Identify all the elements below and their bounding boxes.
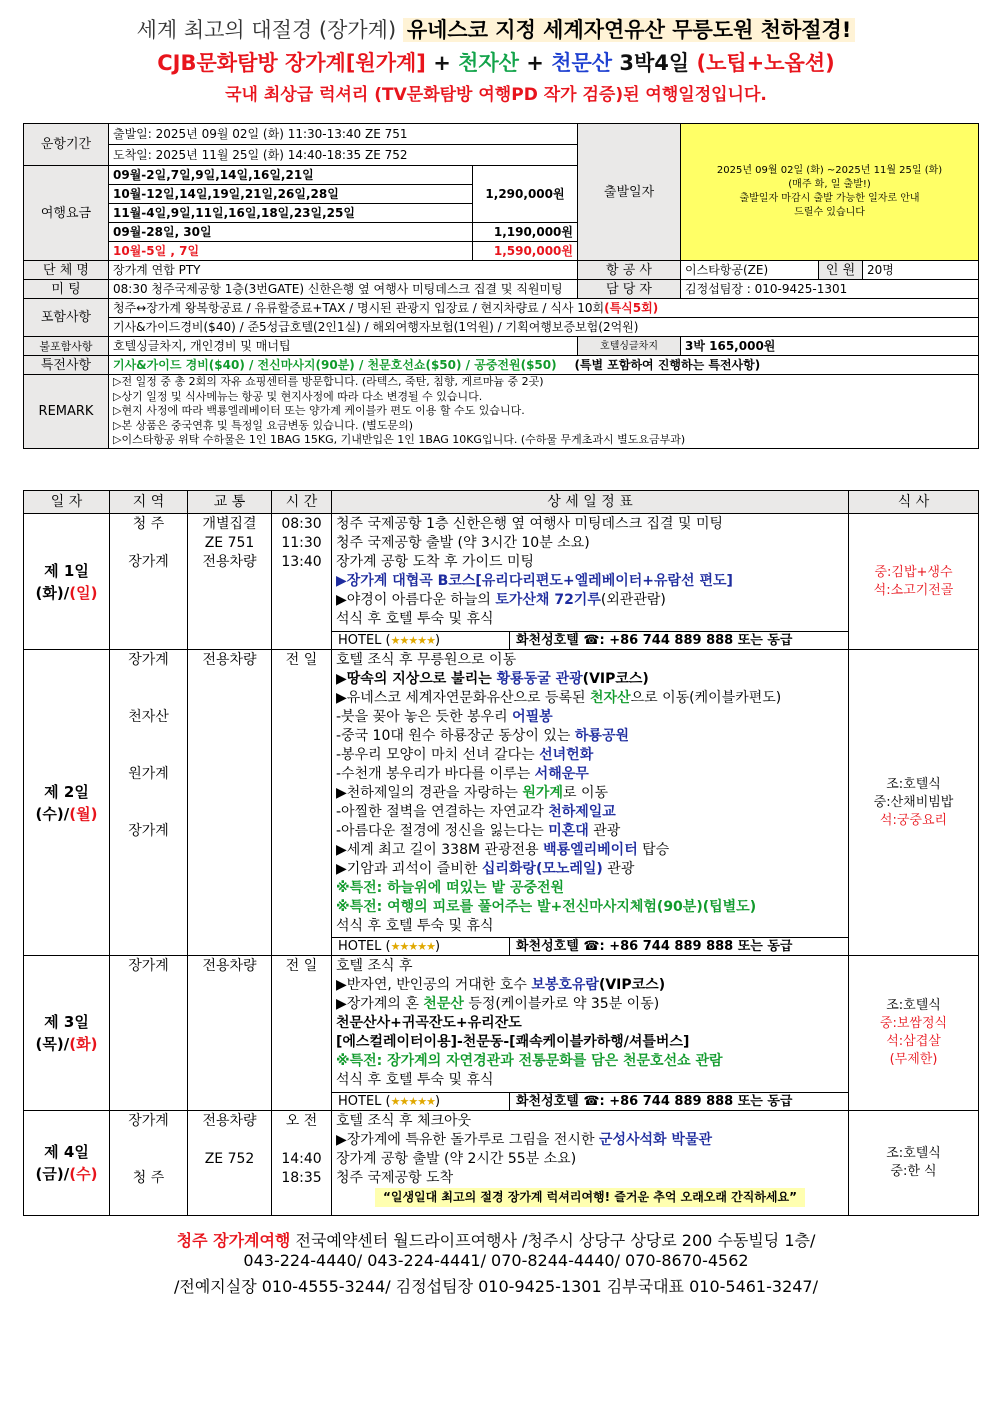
transport-item: 전용차량: [202, 1113, 257, 1129]
detail-text: (VIP코스): [598, 977, 666, 993]
detail-text: -아찔한 절벽을 연결하는 자연교각: [336, 804, 549, 820]
special-value: 기사&가이드 경비($40) / 전신마사지(90분) / 천문호선쇼($50) / 공중전원($50): [113, 357, 557, 372]
day-3-cell: [24, 956, 110, 1111]
detail-special: ※특전: 하늘위에 떠있는 밭 공중전원: [336, 880, 565, 896]
header-subtitle: 세계 최고의 대절경 (장가계): [136, 18, 397, 42]
col-header-transport: 교 통: [188, 491, 272, 514]
hotel-name: 화천성호텔 ☎: +86 744 889 888 또는 동급: [510, 938, 849, 956]
day-3-detail: [332, 956, 849, 1093]
detail-text: 관광: [602, 861, 635, 877]
day-3-transport: 전용차량: [188, 956, 272, 1111]
day-3-meal: [849, 956, 979, 1111]
title-part-cheonjasan: 천자산: [458, 51, 519, 75]
fee-dates-1: 09월-2일,7일,9일,14일,16일,21일: [109, 166, 473, 185]
day-2-time: 전 일: [272, 650, 332, 956]
meal-item: 조:호텔식: [886, 1146, 941, 1161]
region-spacer: [114, 534, 183, 553]
detail-text: 탑승: [637, 842, 670, 858]
meal-item: (무제한): [889, 1052, 938, 1067]
fee-label: 여행요금: [24, 166, 109, 261]
day-2-cell: [24, 650, 110, 956]
hotel-name: 화천성호텔 ☎: +86 744 889 888 또는 동급: [510, 632, 849, 650]
day-1-detail: [332, 514, 849, 632]
hotel-star-rating: ★★★★★: [390, 1095, 435, 1108]
detail-text: 로 이동: [562, 785, 609, 801]
detail-place: 미혼대: [548, 823, 589, 839]
title-part-cheonmunsan: 천문산: [551, 51, 613, 75]
detail-text: -중국 10대 원수 하룡장군 동상이 있는: [336, 728, 575, 744]
day-weekday-alt: (일): [69, 583, 98, 602]
region-item: 청 주: [132, 516, 165, 532]
day-weekday-alt: (월): [69, 804, 98, 823]
time-item: 오 전: [285, 1113, 318, 1129]
day-label: 제 4일: [44, 1143, 89, 1161]
meal-item: 중:김밥+생수: [874, 564, 953, 580]
detail-place: 보봉호유람: [531, 977, 599, 993]
transport-item: ZE 751: [204, 535, 255, 551]
special-label: 특전사항: [24, 356, 109, 375]
meal-item: 석:소고기전골: [873, 582, 954, 598]
region-item: 장가계: [128, 652, 169, 668]
day-2-detail: [332, 650, 849, 938]
special-note: (특별 포함하여 진행하는 특전사항): [574, 357, 761, 372]
day-1-transport: [188, 514, 272, 650]
detail-place: 서해운무: [534, 766, 589, 782]
footer-contacts: /전예지실장 010-4555-3244/ 김정섭팀장 010-9425-1301 김부국대표 010-5461-3247/: [173, 1277, 818, 1296]
region-item: 장가계: [128, 554, 169, 570]
detail-text: ▶세계 최고 길이 338M 관광전용: [336, 842, 544, 858]
detail-text: ▶천하제일의 경관을 자랑하는: [336, 785, 523, 801]
closing-quote: “일생일대 최고의 절경 장가계 럭셔리여행! 즐거운 추억 오래오래 간직하세요”: [375, 1188, 805, 1207]
detail-place: 하룡공원: [574, 728, 630, 744]
depart-weekdays: (매주 화, 일 출발!): [788, 179, 871, 190]
detail-line: 장가계 공항 도착 후 가이드 미팅: [336, 554, 535, 570]
hotel-label-cell: HOTEL (★★★★★): [332, 632, 510, 650]
title-part-cjb: CJB문화탐방 장가계[원가계]: [157, 51, 426, 75]
col-header-region: 지 역: [110, 491, 188, 514]
hotel-label: HOTEL: [338, 939, 382, 954]
title-plus-2: +: [526, 51, 544, 75]
detail-place: 천자산: [590, 690, 631, 706]
day-weekday: (화)/: [35, 583, 70, 602]
detail-place: 어필봉: [512, 709, 553, 725]
footer-brand: 청주 장가계여행: [176, 1231, 291, 1250]
time-item: 14:40: [281, 1151, 322, 1167]
detail-line-highlight: ▶장가계 대협곡 B코스[유리다리편도+엘레베이터+유람선 편도]: [336, 573, 733, 589]
day-1-region: [110, 514, 188, 650]
detail-line: 호텔 조식 후 무릉원으로 이동: [336, 652, 517, 668]
hotel-star-rating: ★★★★★: [390, 634, 435, 647]
time-item: 08:30: [281, 516, 322, 532]
detail-text: -붓을 꽂아 놓은 듯한 봉우리: [336, 709, 513, 725]
transport-item: ZE 752: [204, 1151, 255, 1167]
day-3-row: [24, 956, 979, 1093]
depart-closing-note-2: 드릴수 있습니다: [794, 207, 865, 218]
detail-text: -수천개 봉우리가 바다를 이루는: [336, 766, 535, 782]
transport-item: 개별집결: [202, 516, 257, 532]
airline-label: 항 공 사: [578, 261, 681, 280]
day-weekday-alt: (수): [69, 1165, 98, 1183]
day-4-cell: [24, 1111, 110, 1216]
fee-price-3: 1,590,000원: [473, 242, 578, 261]
day-2-row: [24, 650, 979, 938]
region-item: 천자산: [128, 709, 169, 725]
manager-label: 담 당 자: [578, 280, 681, 299]
excluded-label: 불포함사항: [24, 337, 109, 356]
day-2-transport: 전용차량: [188, 650, 272, 956]
special-row: [109, 356, 979, 375]
footer-address: 전국예약센터 월드라이프여행사 /청주시 상당구 상당로 200 수동빌딩 1층/: [295, 1231, 816, 1250]
detail-line: 청주 국제공항 출발 (약 3시간 10분 소요): [336, 535, 590, 551]
region-item: 청 주: [132, 1170, 165, 1186]
detail-text: ▶반자연, 반인공의 거대한 호수: [336, 977, 532, 993]
day-4-detail: [332, 1111, 849, 1216]
detail-text: (외관관람): [600, 592, 666, 608]
day-label: 제 1일: [44, 561, 89, 580]
day-label: 제 2일: [44, 782, 89, 801]
detail-text: ▶땅속의 지상으로 불리는: [336, 671, 497, 687]
remark-list: [109, 375, 979, 449]
remark-label: REMARK: [24, 375, 109, 449]
col-header-day: 일 자: [24, 491, 110, 514]
detail-line: 석식 후 호텔 투숙 및 휴식: [336, 611, 494, 627]
day-1-time: [272, 514, 332, 650]
col-header-time: 시 간: [272, 491, 332, 514]
detail-place: 천하제일교: [548, 804, 616, 820]
detail-place: 황룡동굴 관광: [496, 671, 583, 687]
meeting-value: 08:30 청주국제공항 1층(3번GATE) 신한은행 옆 여행사 미팅데스크 집결 및 직원미팅: [109, 280, 578, 299]
col-header-detail: 상 세 일 정 표: [332, 491, 849, 514]
meal-item: 석:궁중요리: [879, 812, 948, 828]
meal-item: 조:호텔식: [886, 998, 941, 1013]
schedule-table: [23, 490, 979, 1216]
day-weekday: (금)/: [35, 1165, 70, 1183]
day-2-meal: [849, 650, 979, 956]
hotel-label: HOTEL: [338, 1094, 382, 1109]
flight-label: 운항기간: [24, 124, 109, 166]
region-item: 원가계: [128, 766, 169, 782]
detail-place: 십리화랑(모노레일): [481, 861, 603, 877]
included-line-2: 기사&가이드경비($40) / 준5성급호텔(2인1실) / 해외여행자보험(1억원) / 기획여행보증보험(2억원): [109, 318, 979, 337]
title-part-notip: (노팁+노옵션): [696, 51, 835, 75]
transport-item: 전용차량: [202, 554, 257, 570]
fee-dates-5: 10월-5일 , 7일: [109, 242, 473, 261]
airline-value: 이스타항공(ZE): [681, 261, 819, 280]
detail-line: 호텔 조식 후 체크아웃: [336, 1113, 472, 1129]
meal-item: 조:호텔식: [886, 776, 941, 792]
time-item: 13:40: [281, 554, 322, 570]
detail-text: ▶장가계에 특유한 돌가루로 그림을 전시한: [336, 1132, 599, 1148]
meal-item: 중:산채비빔밥: [873, 794, 954, 810]
detail-text: ▶장가계의 혼: [336, 996, 424, 1012]
title-plus-1: +: [433, 51, 451, 75]
fee-price-1: 1,290,000원: [473, 166, 578, 223]
header-tagline: 국내 최상급 럭셔리 (TV문화탐방 여행PD 작가 검증)된 여행일정입니다.: [225, 85, 767, 105]
region-item: 장가계: [128, 1113, 169, 1129]
detail-text: 등정(케이블카로 약 35분 이동): [463, 996, 660, 1012]
detail-place: 군성사석화 박물관: [598, 1132, 713, 1148]
detail-line: 호텔 조식 후: [336, 958, 413, 974]
detail-text: (VIP코스): [582, 671, 649, 687]
day-1-cell: [24, 514, 110, 650]
detail-text: 으로 이동(케이블카편도): [630, 690, 782, 706]
detail-place: 토가산채 72기루: [495, 592, 601, 608]
detail-text: ▶야경이 아름다운 하늘의: [336, 592, 496, 608]
header-line-1: [0, 14, 992, 44]
remark-item: ▷전 일정 중 총 2회의 자유 쇼핑센터를 방문합니다. (라텍스, 죽탄, 침향, 게르마늄 중 2곳): [113, 375, 544, 388]
day-label: 제 3일: [44, 1013, 89, 1031]
detail-place: 원가계: [522, 785, 563, 801]
day-weekday: (목)/: [35, 1035, 70, 1053]
depart-dates-label: 출발일자: [578, 124, 681, 261]
day-4-time: [272, 1111, 332, 1216]
included-line-1: [109, 299, 979, 318]
fee-dates-4: 09월-28일, 30일: [109, 223, 473, 242]
people-label: 인 원: [819, 261, 863, 280]
detail-place: 천문산: [423, 996, 464, 1012]
detail-text: -봉우리 모양이 마치 선녀 갈다는: [336, 747, 540, 763]
col-header-meal: 식 사: [849, 491, 979, 514]
day-4-row: [24, 1111, 979, 1216]
remark-item: ▷현지 사정에 따라 백룡엘레베이터 또는 양가계 케이블카 편도 이용 할 수도 있습니다.: [113, 404, 525, 417]
arrive-info: 도착일: 2025년 11월 25일 (화) 14:40-18:35 ZE 752: [109, 145, 578, 166]
manager-value: 김정섭팀장 : 010-9425-1301: [681, 280, 979, 299]
detail-text: ▶유네스코 세계자연문화유산으로 등록된: [336, 690, 591, 706]
group-name: 장가계 연합 PTY: [109, 261, 578, 280]
detail-special: ※특전: 여행의 피로를 풀어주는 발+전신마사지체험(90분)(팁별도): [336, 899, 757, 915]
header-highlight: 유네스코 지정 세계자연유산 무릉도원 천하절경!: [403, 18, 856, 42]
detail-line-bold: [에스컬레이터이용]-천문동-[쾌속케이블카하행/셔틀버스]: [336, 1034, 690, 1050]
fee-price-2: 1,190,000원: [473, 223, 578, 242]
day-4-meal: [849, 1111, 979, 1216]
remark-item: ▷본 상품은 중국연휴 및 특정일 요금변동 있습니다. (별도문의): [113, 418, 414, 432]
hotel-name: 화천성호텔 ☎: +86 744 889 888 또는 동급: [510, 1093, 849, 1111]
depart-info: 출발일: 2025년 09월 02일 (화) 11:30-13:40 ZE 751: [109, 124, 578, 145]
hotel-label-cell: HOTEL (★★★★★): [332, 1093, 510, 1111]
detail-line-bold: 천문산사+귀곡잔도+유리잔도: [336, 1015, 522, 1031]
meal-item: 중:보쌈정식: [879, 1016, 948, 1031]
meal-item: 중:한 식: [890, 1164, 937, 1179]
day-4-region: [110, 1111, 188, 1216]
time-item: 18:35: [281, 1170, 322, 1186]
day-3-region: 장가계: [110, 956, 188, 1111]
info-table: [23, 123, 979, 449]
detail-special: ※특전: 장가계의 자연경관과 전통문화를 담은 천문호선쇼 관람: [336, 1053, 723, 1069]
detail-line: 청주 국제공항 1층 신한은행 옆 여행사 미팅데스크 집결 및 미팅: [336, 516, 724, 532]
hotel-label-cell: HOTEL (★★★★★): [332, 938, 510, 956]
fee-dates-2: 10월-12일,14일,19일,21일,26일,28일: [109, 185, 473, 204]
day-1-row: [24, 514, 979, 632]
schedule-header-row: [24, 491, 979, 514]
hotel-label: HOTEL: [338, 633, 382, 648]
footer-line-1: [0, 1228, 992, 1251]
single-charge-value: 3박 165,000원: [681, 337, 979, 356]
remark-item: ▷상기 일정 및 식사메뉴는 항공 및 현지사정에 따라 다소 변경될 수 있습니다.: [113, 389, 483, 403]
detail-text: -아름다운 절경에 정신을 잃는다는: [336, 823, 549, 839]
time-item: 11:30: [281, 535, 322, 551]
title-part-duration: 3박4일: [619, 51, 690, 75]
meal-item: 석:삼겹살: [886, 1034, 941, 1049]
included-label: 포함사항: [24, 299, 109, 337]
detail-text: ▶기암과 괴석이 즐비한: [336, 861, 482, 877]
included-text-1: 청주↔장가계 왕복항공료 / 유류할증료+TAX / 명시된 관광지 입장료 / 현지차량료 / 식사 10회: [113, 300, 605, 315]
meeting-label: 미 팅: [24, 280, 109, 299]
detail-line: 장가계 공항 출발 (약 2시간 55분 소요): [336, 1151, 577, 1167]
people-value: 20명: [863, 261, 979, 280]
day-2-region: [110, 650, 188, 956]
detail-line: 석식 후 호텔 투숙 및 휴식: [336, 1072, 494, 1088]
footer-phones: 043-224-4440/ 043-224-4441/ 070-8244-4440/ 070-8670-4562: [243, 1251, 749, 1270]
detail-text: 관광: [588, 823, 621, 839]
region-item: 장가계: [128, 823, 169, 839]
hotel-star-rating: ★★★★★: [390, 940, 435, 953]
day-1-meal: [849, 514, 979, 650]
single-charge-label: 호텔싱글차지: [578, 337, 681, 356]
detail-line: 석식 후 호텔 투숙 및 휴식: [336, 918, 494, 934]
group-label: 단 체 명: [24, 261, 109, 280]
fee-dates-3: 11월-4일,9일,11일,16일,18일,23일,25일: [109, 204, 473, 223]
detail-place: 백룡엘리베이터: [543, 842, 638, 858]
remark-item: ▷이스타항공 위탁 수하물은 1인 1BAG 15KG, 기내반입은 1인 1BAG 10KG입니다. (수하물 무게초과시 별도요금부과): [113, 433, 686, 446]
page-title: [0, 47, 992, 77]
day-3-time: 전 일: [272, 956, 332, 1111]
included-special-meals: (특식5회): [604, 300, 659, 315]
excluded-value: 호텔싱글차지, 개인경비 및 매너팁: [109, 337, 578, 356]
day-4-transport: [188, 1111, 272, 1216]
depart-closing-note: 출발일자 마감시 출발 가능한 일자로 안내: [739, 193, 920, 204]
depart-dates-range: 2025년 09월 02일 (화) ~2025년 11월 25일 (화): [716, 165, 943, 176]
detail-line: 청주 국제공항 도착: [336, 1170, 454, 1186]
detail-place: 선녀헌화: [539, 747, 594, 763]
day-weekday-alt: (화): [69, 1035, 98, 1053]
day-weekday: (수)/: [35, 804, 70, 823]
depart-dates-note: [681, 124, 979, 261]
